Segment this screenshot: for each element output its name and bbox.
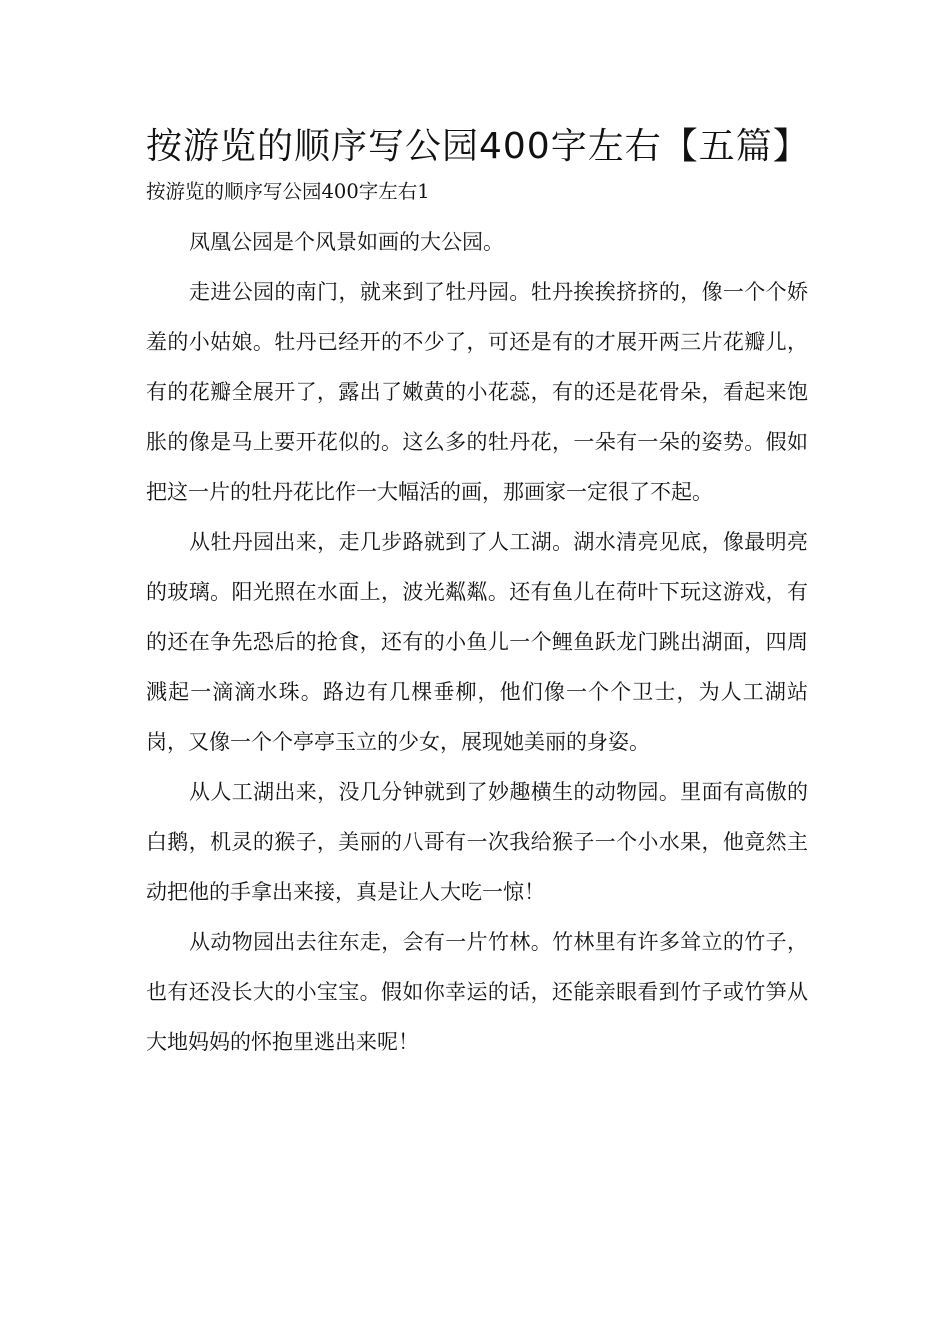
paragraph-intro: 凤凰公园是个风景如画的大公园。	[189, 230, 504, 254]
section-heading: 按游览的顺序写公园400字左右1	[146, 180, 430, 203]
paragraph-bamboo-forest: 从动物园出去往东走，会有一片竹林。竹林里有许多耸立的竹子，也有还没长大的小宝宝。假如你幸运的话，还能亲眼看到竹子或竹笋从大地妈妈的怀抱里逃出来呢！	[146, 930, 808, 1054]
document-page	[146, 122, 808, 1067]
paragraph-artificial-lake: 从牡丹园出来，走几步路就到了人工湖。湖水清亮见底，像最明亮的玻璃。阳光照在水面上，波光粼粼。还有鱼儿在荷叶下玩这游戏，有的还在争先恐后的抢食，还有的小鱼儿一个鲤鱼跃龙门跳出湖面，四周溅起一滴滴水珠。路边有几棵垂柳，他们像一个个卫士，为人工湖站岗，又像一个个亭亭玉立的少女，展现她美丽的身姿。	[146, 530, 808, 754]
paragraph-peony-garden: 走进公园的南门，就来到了牡丹园。牡丹挨挨挤挤的，像一个个娇羞的小姑娘。牡丹已经开的不少了，可还是有的才展开两三片花瓣儿，有的花瓣全展开了，露出了嫩黄的小花蕊，有的还是花骨朵，看起来饱胀的像是马上要开花似的。这么多的牡丹花，一朵有一朵的姿势。假如把这一片的牡丹花比作一大幅活的画，那画家一定很了不起。	[146, 280, 808, 504]
paragraph-zoo: 从人工湖出来，没几分钟就到了妙趣横生的动物园。里面有高傲的白鹅，机灵的猴子，美丽的八哥有一次我给猴子一个小水果，他竟然主动把他的手拿出来接，真是让人大吃一惊！	[146, 780, 808, 904]
document-title: 按游览的顺序写公园400字左右【五篇】	[146, 126, 810, 167]
